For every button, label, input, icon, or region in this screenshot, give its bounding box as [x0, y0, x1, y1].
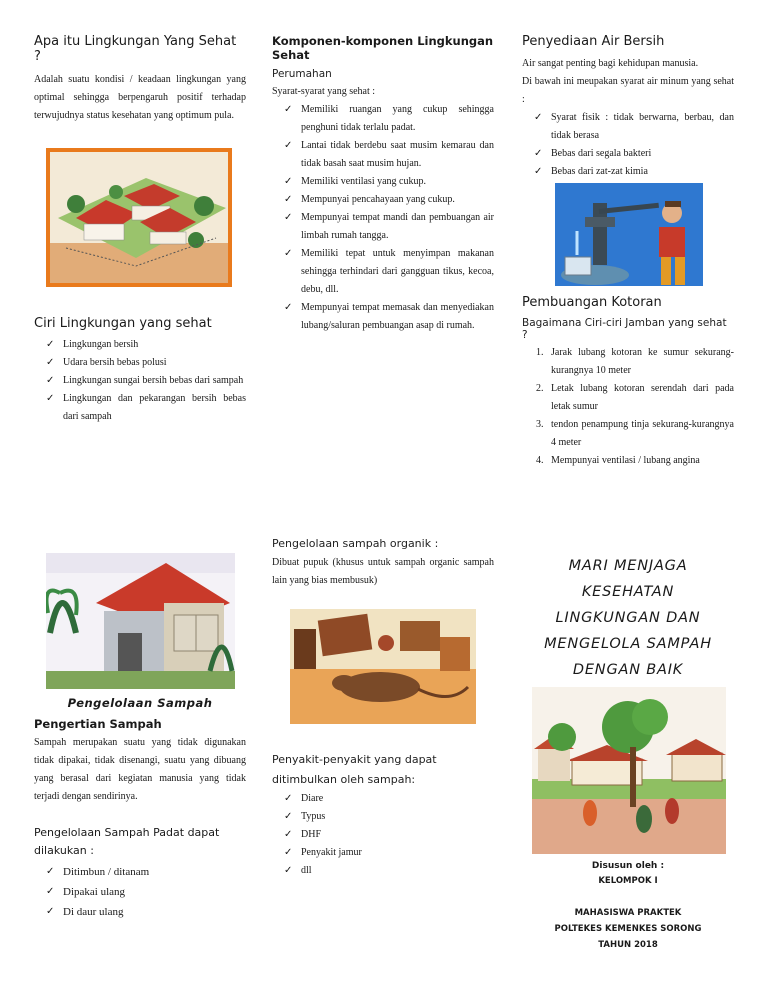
- healthy-houses-illustration: [46, 148, 232, 287]
- padat-heading-line-2: dilakukan :: [34, 844, 94, 857]
- subheading-perumahan: Perumahan: [272, 68, 332, 80]
- column-healthy-environment: [34, 34, 246, 125]
- heading-air-bersih: Penyediaan Air Bersih: [522, 34, 665, 49]
- check-icon: ✓: [284, 176, 293, 187]
- check-icon: ✓: [284, 865, 293, 876]
- list-item: ✓ Diare: [272, 790, 494, 808]
- column-sampah: [34, 696, 246, 922]
- check-icon: ✓: [284, 302, 293, 313]
- list-item: ✓ Lingkungan bersih: [34, 336, 246, 354]
- penyakit-list: [272, 790, 494, 880]
- list-item: ✓ Lingkungan sungai bersih bebas dari sampah: [34, 372, 246, 390]
- check-icon: ✓: [534, 112, 543, 123]
- check-icon: ✓: [46, 866, 55, 877]
- check-icon: ✓: [284, 793, 293, 804]
- list-item: ✓ Mempunyai tempat mandi dan pembuangan air limbah rumah tangga.: [272, 209, 494, 245]
- check-icon: ✓: [284, 212, 293, 223]
- list-item: ✓ Ditimbun / ditanam: [34, 862, 246, 882]
- check-icon: ✓: [46, 886, 55, 897]
- heading-pengertian-sampah: Pengertian Sampah: [34, 717, 162, 731]
- heading-what-is-healthy-env: Apa itu Lingkungan Yang Sehat ?: [34, 34, 237, 64]
- poltekes: POLTEKES KEMENKES SORONG: [554, 924, 702, 934]
- column-water: [522, 34, 734, 181]
- list-item: 4. Mempunyai ventilasi / lubang angina: [536, 455, 700, 466]
- caption-pengelolaan-sampah: Pengelolaan Sampah: [67, 696, 213, 710]
- padat-list: [34, 862, 246, 922]
- list-item: ✓ Syarat fisik : tidak berwarna, berbau, dan tidak berasa: [522, 109, 734, 145]
- kotoran-list: [522, 344, 734, 470]
- house-latrine-illustration: [46, 553, 235, 689]
- column-kotoran: [522, 295, 734, 470]
- perumahan-list: [272, 101, 494, 335]
- heading-pembuangan-kotoran: Pembuangan Kotoran: [522, 295, 662, 310]
- list-item: ✓ DHF: [272, 826, 494, 844]
- list-item: ✓ Memiliki tepat untuk menyimpan makanan sehingga terhindari dari gangguan tikus, kecoa, debu, dll.: [272, 245, 494, 299]
- check-icon: ✓: [284, 847, 293, 858]
- list-item: ✓ Di daur ulang: [34, 902, 246, 922]
- check-icon: ✓: [284, 811, 293, 822]
- list-item: ✓ Typus: [272, 808, 494, 826]
- list-item: ✓ Lantai tidak berdebu saat musim kemarau dan tidak basah saat musim hujan.: [272, 137, 494, 173]
- list-item: ✓ Mempunyai pencahayaan yang cukup.: [272, 191, 494, 209]
- check-icon: ✓: [46, 906, 55, 917]
- check-icon: ✓: [46, 339, 55, 350]
- list-item: 1. Jarak lubang kotoran ke sumur sekurang-kurangnya 10 meter: [536, 347, 734, 376]
- cover-title-block: [522, 553, 734, 683]
- check-icon: ✓: [534, 148, 543, 159]
- air-para-2: Di bawah ini meupakan syarat air minum yang sehat :: [522, 76, 734, 105]
- air-para-1: Air sangat penting bagi kehidupan manusia.: [522, 58, 699, 69]
- cover-title-line: MARI MENJAGA: [568, 558, 688, 574]
- list-item: ✓ dll: [272, 862, 494, 880]
- village-scene-illustration: [532, 687, 726, 854]
- column-penyakit: [272, 750, 494, 880]
- kelompok: KELOMPOK I: [598, 876, 658, 886]
- column-components: [272, 34, 494, 335]
- list-item: ✓ Memiliki ventilasi yang cukup.: [272, 173, 494, 191]
- column-ciri-section: [34, 316, 246, 426]
- list-item: 3. tendon penampung tinja sekurang-kurangnya 4 meter: [536, 419, 734, 448]
- ciri-list: [34, 336, 246, 426]
- list-item: ✓ Mempunyai tempat memasak dan menyediakan lubang/saluran pembuangan asap di rumah.: [272, 299, 494, 335]
- check-icon: ✓: [284, 829, 293, 840]
- padat-heading-line-1: Pengelolaan Sampah Padat dapat: [34, 826, 220, 839]
- cover-title-line: MENGELOLA SAMPAH: [544, 636, 712, 652]
- check-icon: ✓: [46, 375, 55, 386]
- water-pump-illustration: [555, 183, 703, 286]
- list-item: ✓ Memiliki ruangan yang cukup sehingga penghuni tidak terlalu padat.: [272, 101, 494, 137]
- check-icon: ✓: [534, 166, 543, 177]
- organik-heading: Pengelolaan sampah organik :: [272, 537, 439, 550]
- padat-heading: [34, 824, 246, 860]
- check-icon: ✓: [284, 248, 293, 259]
- check-icon: ✓: [284, 140, 293, 151]
- list-item: ✓ Lingkungan dan pekarangan bersih bebas dari sampah: [34, 390, 246, 426]
- cover-title-line: LINGKUNGAN DAN: [555, 610, 701, 626]
- heading-komponen: Komponen-komponen Lingkungan Sehat: [272, 34, 494, 62]
- syarat-intro: Syarat-syarat yang sehat :: [272, 86, 376, 97]
- tahun: TAHUN 2018: [598, 940, 658, 950]
- disusun-oleh: Disusun oleh :: [591, 861, 665, 871]
- check-icon: ✓: [46, 393, 55, 404]
- kotoran-subheading: Bagaimana Ciri-ciri Jamban yang sehat ?: [522, 317, 727, 341]
- mahasiswa-praktek: MAHASISWA PRAKTEK: [574, 908, 682, 918]
- check-icon: ✓: [46, 357, 55, 368]
- organik-paragraph: Dibuat pupuk (khusus untuk sampah organic sampah lain yang bias membusuk): [272, 557, 494, 586]
- cover-title-line: DENGAN BAIK: [572, 662, 684, 678]
- list-item: ✓ Bebas dari segala bakteri: [522, 145, 734, 163]
- list-item: ✓ Dipakai ulang: [34, 882, 246, 902]
- list-item: 2. Letak lubang kotoran serendah dari pada letak sumur: [536, 383, 734, 412]
- cover-title-line: KESEHATAN: [581, 584, 675, 600]
- penyakit-heading: Penyakit-penyakit yang dapat ditimbulkan oleh sampah:: [272, 753, 437, 786]
- list-item: ✓ Bebas dari zat-zat kimia: [522, 163, 734, 181]
- column-organik: [272, 537, 494, 590]
- check-icon: ✓: [284, 104, 293, 115]
- pengertian-paragraph: Sampah merupakan suatu yang tidak digunakan tidak dipakai, tidak disenangi, suatu yang dibuang yang berasal dari kegiatan manusia yang tidak terjadi dengan sendirinya.: [34, 737, 246, 802]
- check-icon: ✓: [284, 194, 293, 205]
- list-item: ✓ Udara bersih bebas polusi: [34, 354, 246, 372]
- heading-ciri-lingkungan: Ciri Lingkungan yang sehat: [34, 316, 212, 331]
- garbage-rat-illustration: [290, 609, 476, 724]
- list-item: ✓ Penyakit jamur: [272, 844, 494, 862]
- air-list: [522, 109, 734, 181]
- cover-credits: [522, 861, 734, 950]
- intro-paragraph: Adalah suatu kondisi / keadaan lingkungan yang optimal sehingga berpengaruh positif terhadap terwujudnya status kesehatan yang optimum pula.: [34, 74, 246, 121]
